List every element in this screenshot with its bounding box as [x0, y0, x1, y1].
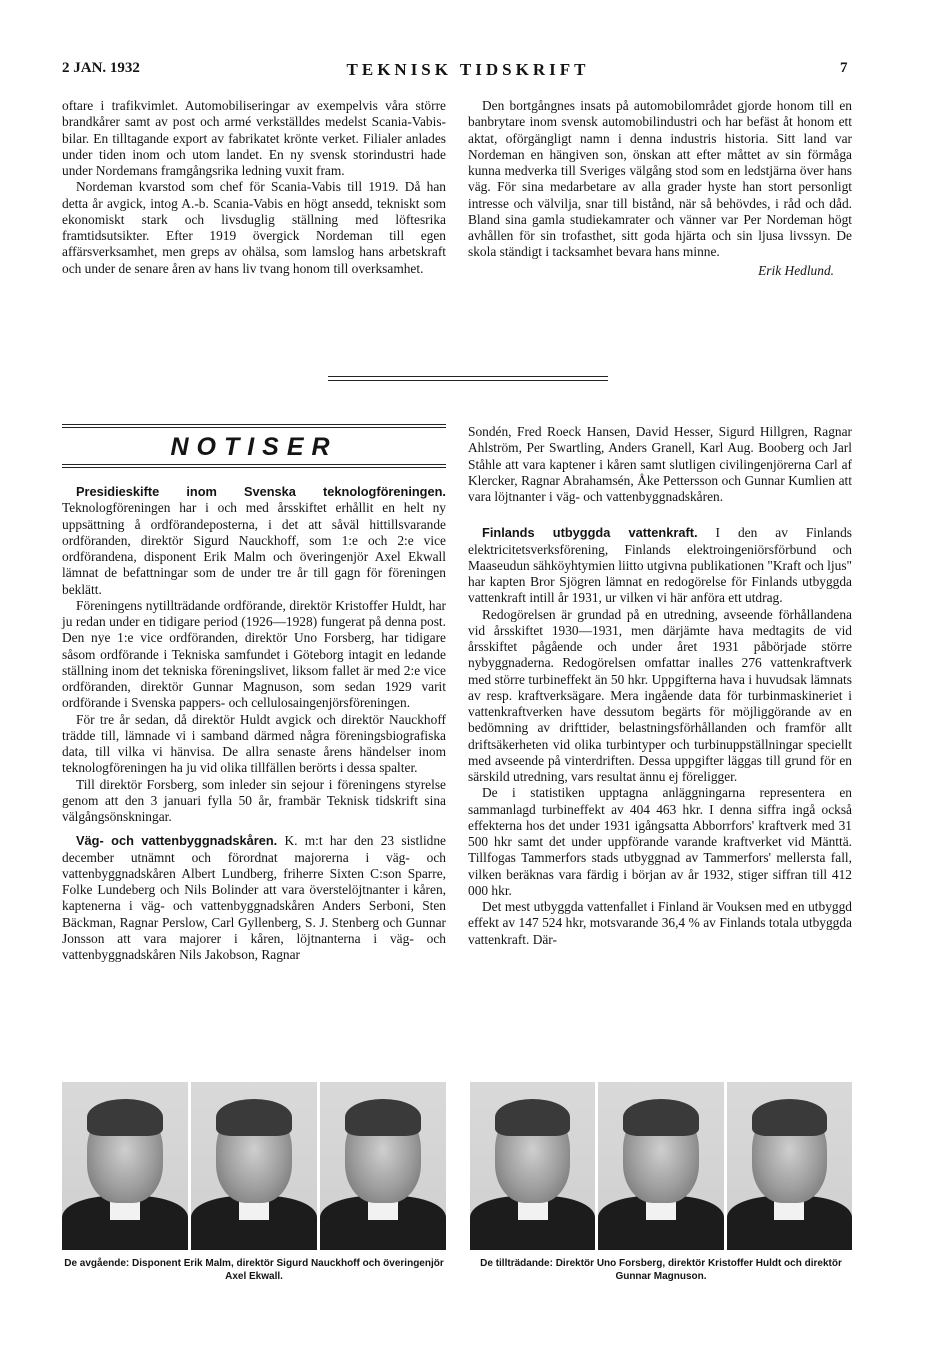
notice-paragraph: Sondén, Fred Roeck Hansen, David Hesser, Sigurd Hillgren, Ragnar Ahlström, Per Swartling, Anders Granell, Karl Aug. Booberg och Jarl Ståhle att vara kaptener i kåren samt slutligen civilingenjörerna Carl af Klercker, Ragnar Abrahamsén, Åke Pettersson och Gunnar Kumlien att vara löjtnanter i väg- och vattenbyggnadskåren.	[468, 424, 852, 504]
notice-paragraph: Presidieskifte inom Svenska teknologföreningen. Teknologföreningen har i och med årsskiftet erhållit en helt ny uppsättning å ordförandeposterna, i det att såväl hittillsvarande ordföranden, direktör Sigurd Nauckhoff, som 1:e och 2:e vice ordförandena, disponent Erik Malm och överingenjör Axel Ekwall lämnat de befattningar som de under tre år till gagn för föreningen beklätt.	[62, 484, 446, 597]
notiser-header	[62, 424, 446, 476]
obituary-paragraph: Nordeman kvarstod som chef för Scania-Vabis till 1919. Då han detta år avgick, intog A.-b. Scania-Vabis en högt ansedd, tekniskt som ekonomiskt stark och livsduglig ställning med löftesrika framtidsutsikter. Efter 1919 övergick Nordeman till egen affärsverksamhet, men greps av ohälsa, som lamslog hans arbetskraft och under de senare åren av hans liv tvang honom till overksamhet.	[62, 179, 446, 276]
notice-paragraph: Väg- och vattenbyggnadskåren. K. m:t har den 23 sistlidne december utnämnt och förordnat majorerna i väg- och vattenbyggnadskåren Albert Lundberg, friherre Sixten C:son Sparre, Folke Lundeberg och Nils Bolinder att vara överstelöjtnanter i kåren, kaptenerna i väg- och vattenbyggnadskåren Anders Serboni, Sten Bäckman, Ragnar Perslow, Carl Gyllenberg, S. J. Stenberg och Gunnar Jonsson att vara majorer i kåren, löjtnanterna i väg- och vattenbyggnadskåren Nils Jakobson, Ragnar	[62, 833, 447, 962]
portrait-photo	[62, 1082, 188, 1250]
notice-paragraph: Redogörelsen är grundad på en utredning, avseende förhållandena vid årsskiftet 1930—1931, men därjämte hava medtagits de vid årsskiftet pågående och under året 1931 påbörjade större nybyggnaderna. Redogörelsen omfattar inalles 276 vattenkraftverk med större turbineffekt än 50 hkr. Uppgifterna hava i huvudsak lämnats av resp. kraftverksägare. Mera ingående data för turbinmaskineriet i vattenkraftverken have dessutom begärts för möjliggörande av en bedömning av drifttider, belastningsförhållanden och framför allt driftsäkerheten vid olika turbintyper och turbinuppställningar speciellt med avseende på vinterdriften. Dessa uppgifter läggas till grund för en särskild utredning, vars resultat ännu ej föreligger.	[468, 606, 852, 784]
section-divider	[328, 376, 608, 381]
obituary-right-column	[468, 98, 852, 279]
obituary-paragraph: Den bortgångnes insats på automobilområdet gjorde honom till en banbrytare inom svensk automobilindustri och har befäst åt honom ett aktat, oförgängligt namn i denna industris historia. Sitt land var Nordeman en hängiven son, önskan att efter måttet av sin förmåga kunna medverka till Sveriges välgång stod som en ledstjärna över hans väg. För sina medarbetare av alla grader hyste han stort personligt intresse och välvilja, snar till bistånd, när så behövdes, i råd och dåd. Bland sina gamla studiekamrater och vänner var Per Nordeman högt avhållen för sin trofasthet, sitt goda hjärta och sin ljusa livssyn. De skola ständigt i tacksamhet bevara hans minne.	[468, 98, 852, 260]
notice-paragraph: För tre år sedan, då direktör Huldt avgick och direktör Nauckhoff trädde till, lämnade vi i samband därmed några föreningsbiografiska data, till vilka vi hänvisa. De allra senaste årens händelser inom teknologföreningen ha ju vid olika tillfällen berörts i dessa spalter.	[62, 711, 446, 776]
notiser-left-column	[62, 484, 446, 963]
obituary-signature: Erik Hedlund.	[758, 262, 834, 278]
portrait-photo	[320, 1082, 446, 1250]
notice-paragraph: Till direktör Forsberg, som inleder sin sejour i föreningens styrelse genom att den 3 januari fylla 50 år, frambär Teknisk tidskrift sina välgångsönskningar.	[62, 776, 446, 824]
photo-strip-incoming	[470, 1082, 852, 1250]
portrait-photo	[470, 1082, 595, 1250]
portrait-photo	[727, 1082, 852, 1250]
notiser-right-column	[468, 424, 852, 948]
portrait-photo	[598, 1082, 723, 1250]
portrait-photo	[191, 1082, 317, 1250]
notice-paragraph: Det mest utbyggda vattenfallet i Finland är Vouksen med en utbyggd effekt av 147 524 hkr, motsvarande 36,4 % av Finlands totala utbyggda vattenkraft. Där-	[468, 899, 852, 947]
notice-heading: Presidieskifte inom Svenska teknologföreningen.	[76, 484, 446, 499]
photo-caption-incoming: De tillträdande: Direktör Uno Forsberg, direktör Kristoffer Huldt och direktör Gunnar Magnuson.	[480, 1258, 842, 1282]
notiser-title: NOTISER	[170, 433, 338, 461]
photo-caption-departing: De avgående: Disponent Erik Malm, direktör Sigurd Nauckhoff och överingenjör Axel Ekwall.	[64, 1258, 444, 1282]
notice-heading: Väg- och vattenbyggnadskåren.	[76, 833, 278, 849]
obituary-paragraph: oftare i trafikvimlet. Automobiliseringar av exempelvis våra större brandkårer samt av post och armé verkställdes medelst Scania-Vabis-bilar. En tilltagande export av fabrikatet krönte verket. Filialer anlades under tiden inom och utom landet. En ny svensk storindustri hade under Nordemans framgångsrika ledning vuxit fram.	[62, 98, 446, 178]
photo-strip-departing	[62, 1082, 446, 1250]
notice-heading: Finlands utbyggda vattenkraft.	[482, 525, 698, 541]
notice-paragraph: De i statistiken upptagna anläggningarna representera en sammanlagd turbineffekt av 404 463 hkr. I denna siffra ingå också effekterna hos det under 1931 igångsatta Abborrfors' kraftverk med 31 500 hkr samt det under uppförande varande kraftverket vid Mänttä. Tillfogas Tammerfors stads utbyggnad av Tammerfors' mellersta fall, vilken beräknas vara färdig i början av år 1932, stiger siffran till 412 000 hkr.	[468, 785, 852, 898]
header-date: 2 JAN. 1932	[62, 60, 140, 76]
obituary-left-column	[62, 98, 446, 277]
journal-title: TEKNISK TIDSKRIFT	[346, 60, 590, 79]
notice-paragraph: Finlands utbyggda vattenkraft. I den av Finlands elektricitetsverksförening, Finlands elektroingeniörsförbund och Maaseudun sähköyhtymien liitto utgivna publikationen "Kraft och ljus" har kapten Bror Sjögren lämnat en redogörelse för Finlands utbyggda vattenkraft intill år 1931, ur vilken vi här anföra ett utdrag.	[468, 525, 852, 606]
notice-paragraph: Föreningens nytillträdande ordförande, direktör Kristoffer Huldt, har ju redan under en tidigare period (1926—1928) fungerat på denna post. Den nye 1:e vice ordföranden, direktör Uno Forsberg, har tidigare såsom ordförande i Tekniska samfundet i Göteborg intagit en ledande ställning inom det tekniska föreningslivet, liksom fallet är med 2:e vice ordföranden, direktör Gunnar Magnuson, som sedan 1929 varit ordförande i Svenska pappers- och cellulosaingenjörsföreningen.	[62, 597, 446, 711]
page-number: 7	[840, 60, 848, 76]
